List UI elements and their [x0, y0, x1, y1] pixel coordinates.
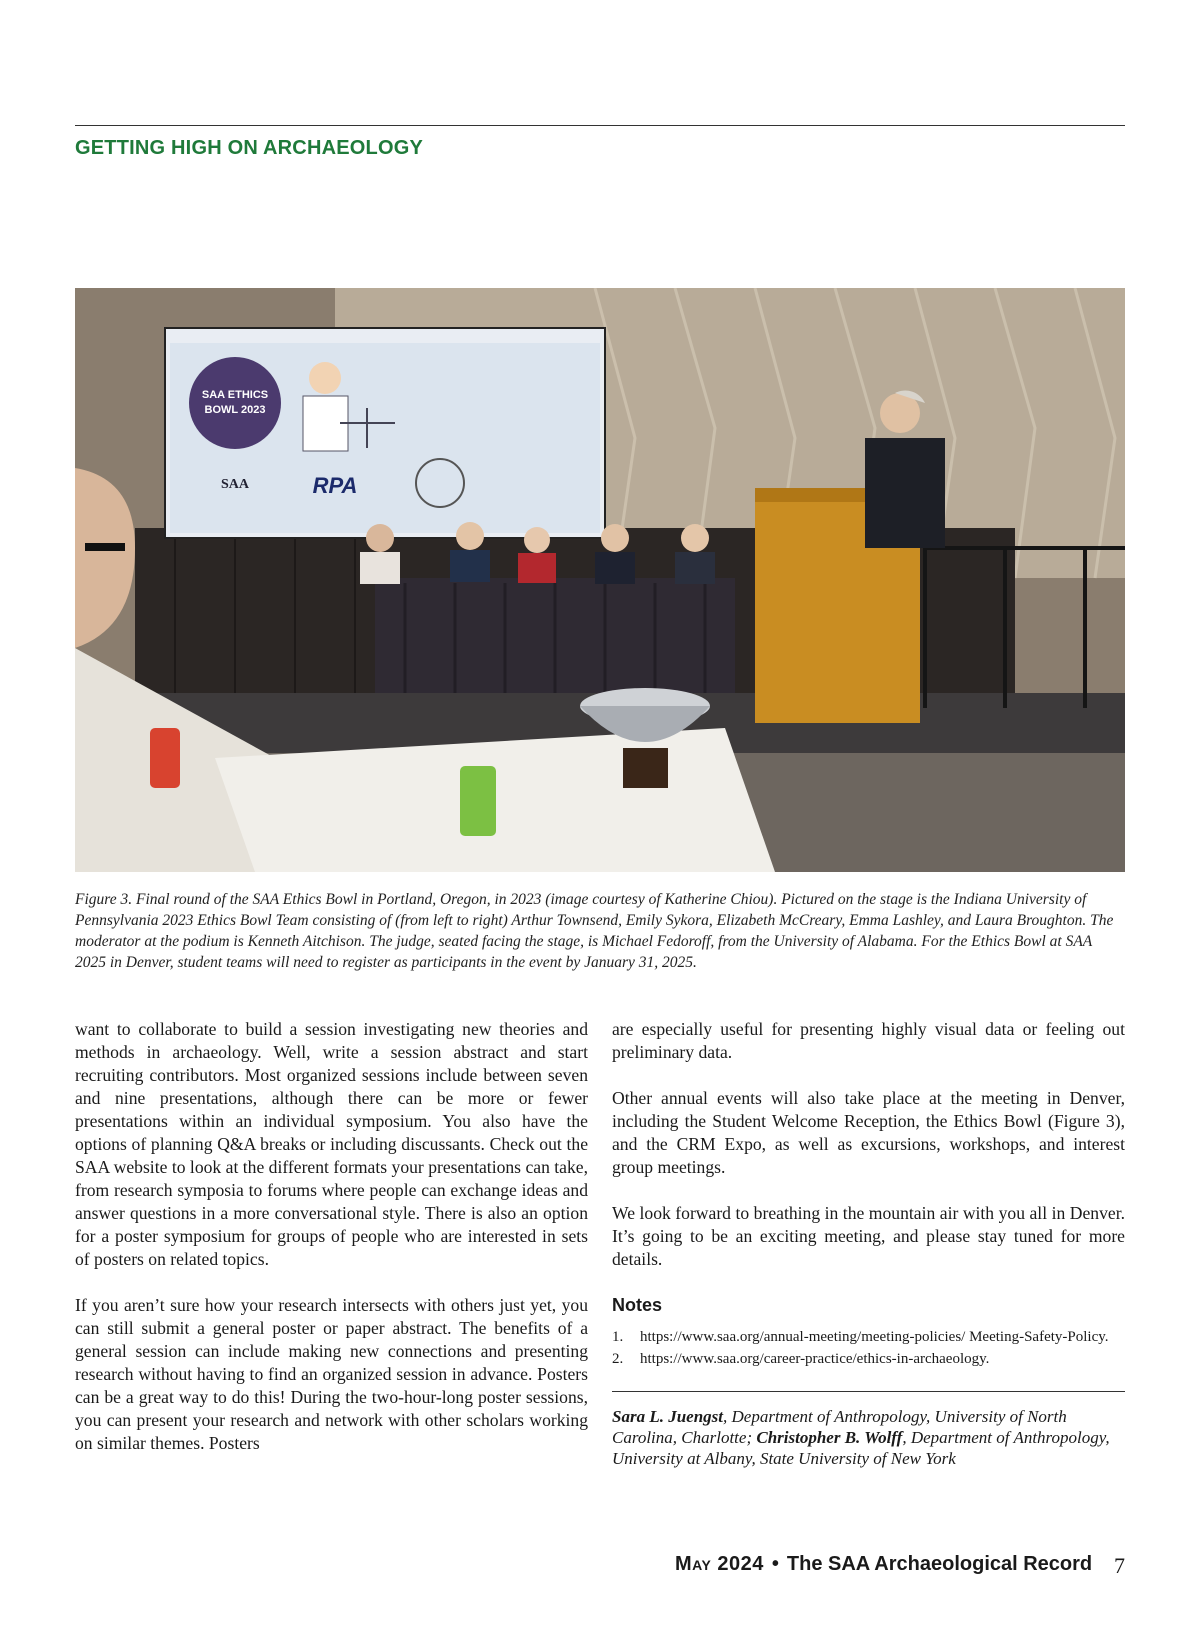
- right-column: [612, 1018, 1125, 1469]
- notes-list: [612, 1327, 1125, 1369]
- notes-heading: Notes: [612, 1295, 663, 1315]
- right-paragraph-3: We look forward to breathing in the mountain air with you all in Denver. It’s going to be an exciting meeting, and please stay tuned for more details.: [612, 1203, 1125, 1269]
- right-paragraph-1: are especially useful for presenting highly visual data or feeling out preliminary data.: [612, 1019, 1125, 1062]
- screen-logo-saa: SAA: [220, 477, 250, 492]
- top-rule: [75, 125, 1125, 126]
- footer-publication: The SAA Archaeological Record: [786, 1553, 1093, 1575]
- note-number: 2.: [612, 1351, 624, 1367]
- note-item: [612, 1349, 1125, 1369]
- footer-bullet: •: [771, 1553, 779, 1575]
- screen-title-line1: SAA ETHICS: [201, 389, 269, 401]
- author-info: [612, 1406, 1125, 1469]
- author-2-name: Christopher B. Wolff: [756, 1428, 903, 1447]
- right-paragraph-2: Other annual events will also take place at the meeting in Denver, including the Student Welcome Reception, the Ethics Bowl (Figure 3), and the CRM Expo, as well as excursions, workshops, and interest group meetings.: [612, 1088, 1125, 1177]
- figure-photo: [75, 288, 1125, 872]
- note-number: 1.: [612, 1329, 624, 1345]
- screen-title-line2: BOWL 2023: [204, 404, 266, 416]
- left-paragraph-1: want to collaborate to build a session investigating new theories and methods in archaeology. Well, write a session abstract and start recruiting contributors. Most organized sessions include between seven and nine presentations, although there can be more or fewer presentations within an individual symposium. You also have the options of planning Q&A breaks or including discussants. Check out the SAA website to look at the different formats your presentations can take, from research symposia to forums where people can exchange ideas and answer questions in a more conversational style. There is also an option for a poster symposium for groups of people who are interested in sets of posters on related topics.: [75, 1019, 588, 1269]
- section-title: GETTING HIGH ON ARCHAEOLOGY: [75, 137, 423, 159]
- figure-caption: Figure 3. Final round of the SAA Ethics Bowl in Portland, Oregon, in 2023 (image courtesy of Katherine Chiou). Pictured on the stage is the Indiana University of Pennsylvania 2023 Ethics Bowl Team consisting of (from left to right) Arthur Townsend, Emily Sykora, Elizabeth McCreary, Emma Lashley, and Laura Broughton. The moderator at the podium is Kenneth Aitchison. The judge, seated facing the stage, is Michael Fedoroff, from the University of Alabama. For the Ethics Bowl at SAA 2025 in Denver, student teams will need to register as participants in the event by January 31, 2025.: [75, 891, 1114, 971]
- author-2-affiliation: , Department of Anthropology, University at Albany, State University of New York: [612, 1428, 1110, 1468]
- page-footer: [675, 1553, 1125, 1576]
- author-rule: [612, 1391, 1125, 1392]
- author-1-affiliation: , Department of Anthropology, University of North Carolina, Charlotte;: [612, 1407, 1067, 1447]
- footer-month: May 2024: [675, 1553, 764, 1575]
- left-column: [75, 1018, 588, 1478]
- left-paragraph-2: If you aren’t sure how your research intersects with others just yet, you can still submit a general poster or paper abstract. The benefits of a general session can include making new connections and presenting research without having to find an organized session in advance. Posters can be a great way to do this! During the two-hour-long poster sessions, you can present your research and network with other scholars working on similar themes. Posters: [75, 1295, 588, 1453]
- note-link[interactable]: https://www.saa.org/annual-meeting/meeting-policies/ Meeting-Safety-Policy.: [640, 1329, 1109, 1345]
- author-1-name: Sara L. Juengst: [612, 1407, 723, 1426]
- note-link[interactable]: https://www.saa.org/career-practice/ethics-in-archaeology.: [640, 1351, 990, 1367]
- screen-logo-rpa: RPA: [312, 473, 358, 498]
- page-number: 7: [1114, 1553, 1125, 1578]
- note-item: [612, 1327, 1125, 1347]
